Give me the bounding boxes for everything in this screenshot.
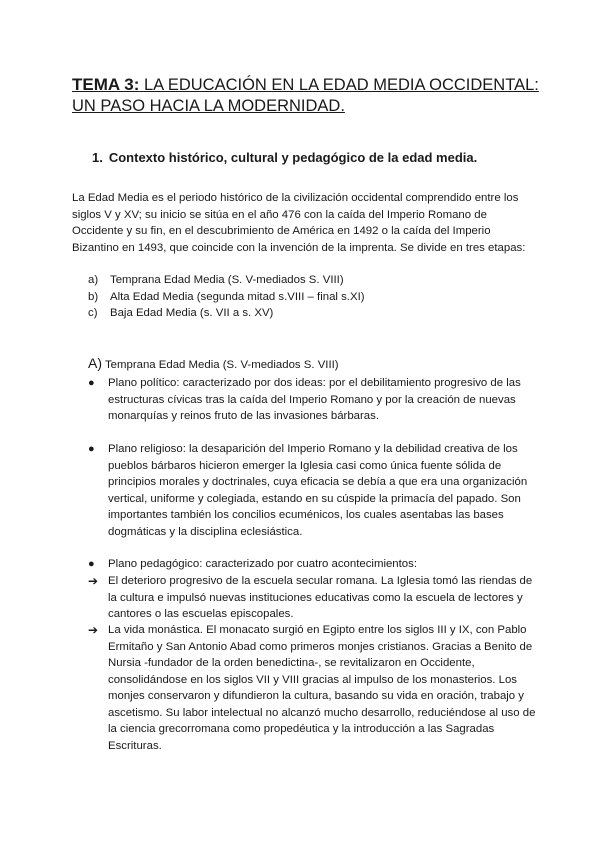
bullet-icon: ●: [88, 377, 95, 389]
bullet-text: Plano político: caracterizado por dos ideas: por el debilitamiento progresivo de las estructuras cívicas tras la caída del Imperio Romano y por la creación de nuevas monarquías y reinos fruto de las invasiones bárbaras.: [108, 377, 521, 422]
arrow-icon: ➔: [88, 574, 99, 588]
bullet-item: [88, 556, 540, 573]
subsection-text: Temprana Edad Media (S. V-mediados S. VIII): [104, 359, 339, 371]
arrow-text: El deterioro progresivo de la escuela secular romana. La Iglesia tomó las riendas de la cultura e impulsó nuevas instituciones educativas como la escuela de lectores y cantores o las escuelas episcopales.: [108, 575, 533, 620]
arrow-text: La vida monástica. El monacato surgió en Egipto entre los siglos III y IX, con Pablo Ermitaño y San Antonio Abad como primeros monjes cristianos. Gracias a Benito de Nursia -fundador de la orden benedictina-, se revitalizaron en Occidente, consolidándose en los siglos VII y VIII gracias al impulso de los monasterios. Los monjes conservaron y difundieron la cultura, basando su vida en oración, trabajo y ascetismo. Su labor intelectual no alcanzó mucho desarrollo, reduciéndose al uso de la ciencia grecorromana como propedéutica y la introducción a las Sagradas Escrituras.: [108, 624, 536, 752]
list-item-text: Alta Edad Media (segunda mitad s.VIII – final s.XI): [110, 290, 365, 303]
list-item: [88, 289, 365, 306]
section-number: 1.: [92, 150, 103, 165]
bullet-item: [88, 375, 540, 425]
title-label: TEMA 3:: [72, 75, 140, 94]
bullet-item: [88, 441, 540, 540]
list-item: [88, 305, 365, 322]
list-item: [88, 272, 365, 289]
subsection-letter: A): [88, 355, 102, 371]
bullet-icon: ●: [88, 443, 95, 455]
arrow-icon: ➔: [88, 623, 99, 637]
list-item-text: Temprana Edad Media (S. V-mediados S. VIII): [110, 274, 344, 286]
arrow-item: [88, 573, 540, 623]
bullet-text: Plano pedagógico: caracterizado por cuatro acontecimientos:: [108, 558, 417, 570]
title-text: LA EDUCACIÓN EN LA EDAD MEDIA OCCIDENTAL: UN PASO HACIA LA MODERNIDAD.: [72, 76, 539, 115]
bullet-text: Plano religioso: la desaparición del Imperio Romano y la debilidad creativa de los pueblos bárbaros hicieron emerger la Iglesia casi como única fuente sólida de principios morales y doctrinales, cuya eficacia se debía a que era una organización vertical, uniforme y colegiada, estando en su cúspide la primacía del papado. Son importantes también los concilios ecuménicos, los cuales asentabas las bases dogmáticas y la disciplina eclesiástica.: [108, 443, 528, 538]
list-marker: b): [88, 290, 99, 303]
stages-list: [88, 272, 365, 322]
bullet-icon: ●: [88, 558, 95, 570]
subsection-heading: [88, 355, 339, 374]
intro-paragraph: La Edad Media es el periodo histórico de la civilización occidental comprendido entre los siglos V y XV; su inicio se sitúa en el año 476 con la caída del Imperio Romano de Occidente y su fin, en el descubrimiento de América en 1492 o la caída del Imperio Bizantino en 1493, que coincide con la invención de la imprenta. Se divide en tres etapas:: [72, 192, 526, 254]
list-marker: a): [88, 274, 99, 286]
section-heading-text: Contexto histórico, cultural y pedagógico de la edad media.: [108, 150, 478, 165]
list-marker: c): [88, 307, 98, 319]
arrow-item: [88, 622, 540, 754]
document-title: [72, 74, 542, 117]
list-item-text: Baja Edad Media (s. VII a s. XV): [110, 307, 274, 319]
section-heading: [92, 150, 477, 165]
